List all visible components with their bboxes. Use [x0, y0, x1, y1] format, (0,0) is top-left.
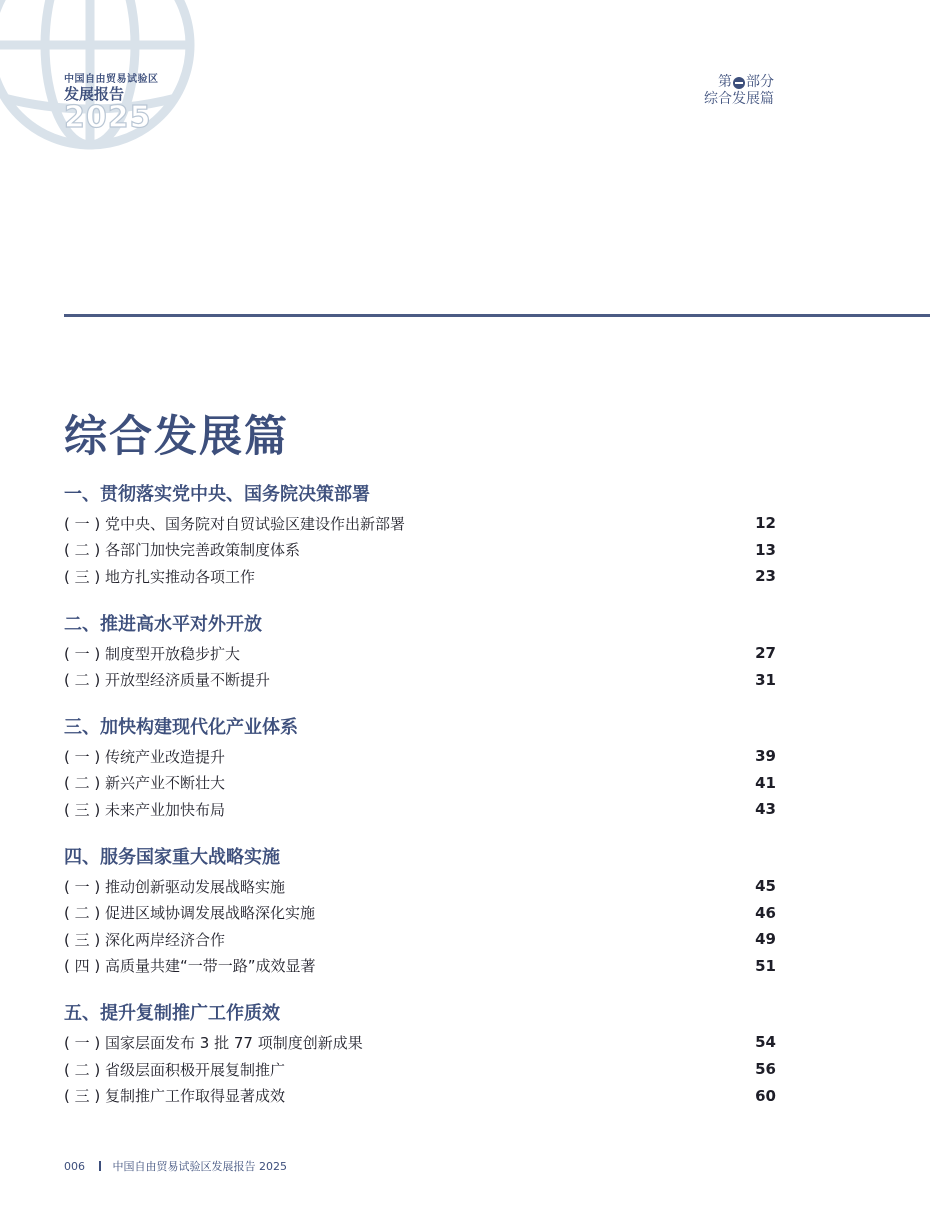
brand-year: 2025	[64, 100, 152, 135]
toc-entry-label: ( 三 ) 深化两岸经济合作	[64, 930, 226, 949]
toc-entry-label: ( 四 ) 高质量共建“一带一路”成效显著	[64, 957, 316, 976]
toc-entry-page: 23	[755, 567, 776, 586]
toc-entry-page: 51	[755, 956, 776, 975]
toc-entry[interactable]	[64, 666, 776, 693]
table-of-contents	[64, 482, 776, 1131]
toc-entry-label: ( 二 ) 省级层面积极开展复制推广	[64, 1060, 286, 1079]
toc-entry[interactable]	[64, 743, 776, 770]
report-brand	[64, 74, 159, 133]
footer-page-number: 006	[64, 1159, 85, 1173]
toc-entry-page: 49	[755, 930, 776, 949]
toc-entry-page: 41	[755, 773, 776, 792]
toc-entry[interactable]	[64, 796, 776, 823]
toc-entry-label: ( 二 ) 开放型经济质量不断提升	[64, 671, 271, 690]
toc-entry[interactable]	[64, 953, 776, 980]
toc-entry[interactable]	[64, 640, 776, 667]
toc-entry-page: 12	[755, 514, 776, 533]
toc-entry[interactable]	[64, 1082, 776, 1109]
toc-entry-label: ( 一 ) 党中央、国务院对自贸试验区建设作出新部署	[64, 514, 406, 533]
part-prefix: 第	[718, 74, 732, 90]
toc-entry-page: 27	[755, 644, 776, 663]
brand-line1: 中国自由贸易试验区	[64, 74, 159, 85]
toc-section-heading[interactable]: 四、服务国家重大战略实施	[64, 846, 280, 868]
header-divider	[64, 314, 930, 317]
toc-entry-page: 60	[755, 1086, 776, 1105]
toc-entry-page: 46	[755, 903, 776, 922]
toc-entry[interactable]	[64, 510, 776, 537]
toc-section-heading[interactable]: 五、提升复制推广工作质效	[64, 1003, 280, 1025]
toc-entry-label: ( 三 ) 地方扎实推动各项工作	[64, 567, 256, 586]
footer	[64, 1158, 287, 1174]
toc-section	[64, 612, 776, 693]
toc-entry-page: 56	[755, 1060, 776, 1079]
toc-entry[interactable]	[64, 926, 776, 953]
toc-entry-page: 13	[755, 540, 776, 559]
toc-entry[interactable]	[64, 537, 776, 564]
toc-entry-label: ( 一 ) 传统产业改造提升	[64, 747, 226, 766]
toc-section	[64, 482, 776, 590]
brand-line2: 发展报告	[64, 85, 125, 103]
part-suffix: 部分	[746, 74, 774, 90]
footer-publication: 中国自由贸易试验区发展报告 2025	[112, 1160, 287, 1173]
toc-entry[interactable]	[64, 899, 776, 926]
footer-separator	[99, 1161, 101, 1171]
toc-section-heading[interactable]: 三、加快构建现代化产业体系	[64, 716, 298, 738]
toc-entry[interactable]	[64, 1056, 776, 1083]
toc-entry-page: 43	[755, 800, 776, 819]
toc-entry-page: 45	[755, 877, 776, 896]
toc-entry-label: ( 一 ) 国家层面发布 3 批 77 项制度创新成果	[64, 1033, 363, 1052]
toc-entry[interactable]	[64, 563, 776, 590]
toc-section	[64, 715, 776, 823]
toc-entry-page: 39	[755, 747, 776, 766]
toc-entry-label: ( 二 ) 各部门加快完善政策制度体系	[64, 541, 301, 560]
toc-section-heading[interactable]: 二、推进高水平对外开放	[64, 613, 262, 635]
part-title: 综合发展篇	[704, 91, 774, 107]
toc-section-heading[interactable]: 一、贯彻落实党中央、国务院决策部署	[64, 484, 370, 505]
toc-section	[64, 845, 776, 979]
toc-entry-label: ( 一 ) 推动创新驱动发展战略实施	[64, 877, 286, 896]
toc-entry[interactable]	[64, 1029, 776, 1056]
toc-entry[interactable]	[64, 770, 776, 797]
toc-entry-label: ( 二 ) 新兴产业不断壮大	[64, 774, 226, 793]
toc-entry[interactable]	[64, 873, 776, 900]
toc-entry-page: 54	[755, 1033, 776, 1052]
toc-entry-label: ( 一 ) 制度型开放稳步扩大	[64, 644, 241, 663]
toc-entry-label: ( 三 ) 未来产业加快布局	[64, 800, 226, 819]
part-label	[704, 74, 774, 108]
toc-entry-label: ( 二 ) 促进区域协调发展战略深化实施	[64, 904, 316, 923]
page-title: 综合发展篇	[64, 412, 289, 462]
toc-entry-page: 31	[755, 670, 776, 689]
part-one-icon	[733, 77, 745, 89]
toc-entry-label: ( 三 ) 复制推广工作取得显著成效	[64, 1087, 286, 1106]
toc-section	[64, 1001, 776, 1109]
